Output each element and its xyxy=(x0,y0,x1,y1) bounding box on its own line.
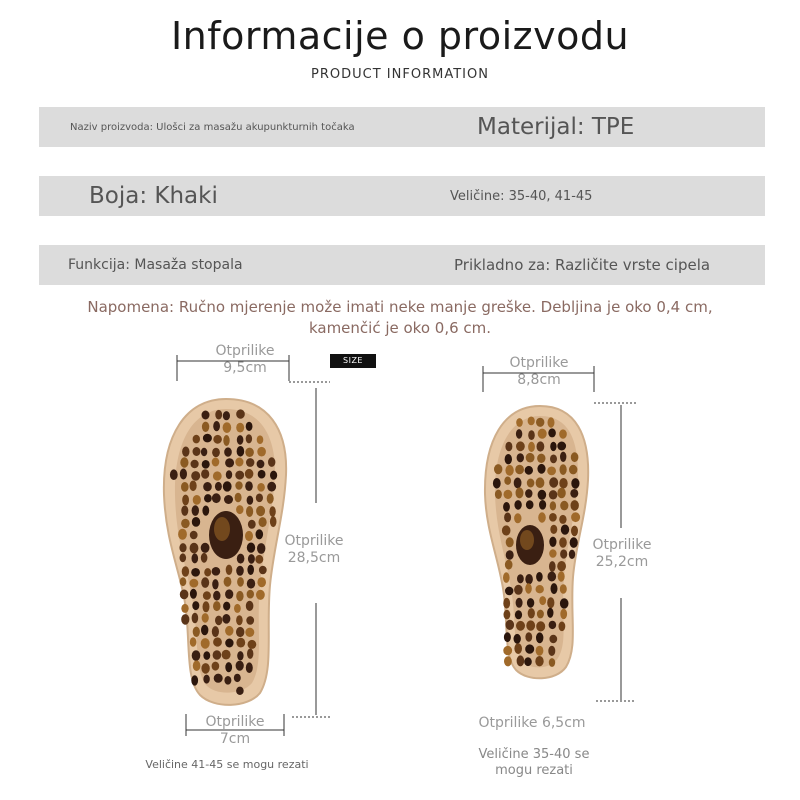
pebble xyxy=(526,453,535,463)
pebble xyxy=(236,638,245,648)
pebble xyxy=(201,663,209,674)
pebble xyxy=(525,644,534,653)
pebble xyxy=(550,442,556,451)
pebble xyxy=(181,614,189,625)
pebble xyxy=(258,470,266,479)
pebble xyxy=(571,526,578,537)
pebble xyxy=(525,574,533,584)
pebble xyxy=(537,610,544,619)
pebble xyxy=(549,513,557,522)
pebble xyxy=(193,495,201,505)
pebble xyxy=(245,531,253,541)
pebble xyxy=(506,550,514,559)
large-length-label: Otprilike 28,5cm xyxy=(284,533,344,566)
pebble xyxy=(246,616,254,625)
pebble xyxy=(548,572,557,582)
pebble xyxy=(215,410,222,420)
pebble xyxy=(515,465,524,475)
pebble xyxy=(202,613,209,623)
pebble xyxy=(237,577,244,587)
pebble xyxy=(259,517,267,527)
pebble xyxy=(571,500,579,511)
pebble xyxy=(204,568,211,576)
pebble xyxy=(245,469,254,479)
large-heel-width-label: Otprilike 7cm xyxy=(205,714,265,747)
pebble xyxy=(193,660,201,671)
pebble xyxy=(226,470,232,479)
pebble xyxy=(516,429,522,439)
pebble xyxy=(257,483,265,492)
pebble xyxy=(528,417,535,426)
pebble xyxy=(537,454,545,463)
pebble xyxy=(559,622,566,632)
pebble xyxy=(516,598,523,608)
pebble xyxy=(213,471,222,480)
pebble xyxy=(517,655,525,666)
pebble xyxy=(505,454,512,464)
pebble xyxy=(224,676,231,685)
pebble xyxy=(223,481,232,491)
pebble xyxy=(247,496,254,505)
pebble xyxy=(504,477,511,485)
pebble xyxy=(225,662,232,672)
pebble xyxy=(193,435,200,444)
pebble xyxy=(504,656,512,666)
pebble xyxy=(527,479,535,488)
pebble xyxy=(224,447,232,456)
function: Funkcija: Masaža stopala xyxy=(68,257,243,273)
pebble xyxy=(505,587,513,596)
pebble xyxy=(257,447,266,457)
pebble xyxy=(537,464,545,474)
small-length-label: Otprilike 25,2cm xyxy=(592,537,652,570)
pebble xyxy=(223,602,230,611)
pebble xyxy=(270,516,277,527)
pebble xyxy=(538,429,547,439)
pebble xyxy=(269,506,275,517)
pebble xyxy=(539,500,546,510)
pebble xyxy=(550,501,556,510)
pebble xyxy=(503,598,510,609)
pebble xyxy=(246,434,252,443)
pebble xyxy=(236,505,243,514)
pebble xyxy=(571,478,579,489)
pebble xyxy=(257,543,265,554)
page-title: Informacije o proizvodu xyxy=(170,14,630,58)
pebble xyxy=(526,500,534,509)
pebble xyxy=(180,457,188,467)
pebble xyxy=(248,554,255,564)
pebble xyxy=(514,500,521,510)
pebble xyxy=(571,512,580,522)
pebble xyxy=(257,460,265,468)
pebble xyxy=(516,621,525,631)
pebble xyxy=(549,490,558,499)
pebble xyxy=(201,469,209,479)
pebble xyxy=(223,422,232,433)
pebble xyxy=(213,435,222,444)
pebble xyxy=(192,517,200,527)
pebble xyxy=(203,651,210,660)
pebble xyxy=(245,628,254,637)
pebble xyxy=(504,490,513,499)
pebble xyxy=(170,469,178,480)
pebble xyxy=(203,482,212,491)
pebble xyxy=(203,591,211,600)
pebble xyxy=(180,577,187,586)
pebble xyxy=(536,572,543,582)
pebble xyxy=(517,453,524,462)
pebble xyxy=(190,589,197,599)
pebble xyxy=(570,537,578,548)
pebble xyxy=(571,452,579,462)
pebble xyxy=(223,411,230,420)
pebble xyxy=(191,471,200,481)
pebble xyxy=(538,512,546,522)
pebble xyxy=(201,448,207,456)
pebble xyxy=(190,481,197,492)
pebble xyxy=(214,674,223,683)
pebble xyxy=(193,627,200,637)
pebble xyxy=(558,571,565,581)
pebble xyxy=(235,481,242,490)
pebble xyxy=(234,604,241,613)
page-subtitle: PRODUCT INFORMATION xyxy=(311,67,489,82)
pebble xyxy=(505,560,513,570)
pebble xyxy=(515,610,522,619)
pebble xyxy=(225,639,233,648)
pebble xyxy=(505,442,512,451)
pebble xyxy=(201,553,208,563)
pebble xyxy=(203,601,210,612)
pebble xyxy=(213,591,220,601)
pebble xyxy=(222,614,230,624)
pebble xyxy=(182,495,189,506)
pebble xyxy=(224,495,233,504)
pebble xyxy=(527,598,534,608)
suitable-for: Prikladno za: Različite vrste cipela xyxy=(454,256,711,274)
pebble xyxy=(536,646,544,656)
pebble xyxy=(494,464,502,474)
pebble xyxy=(223,435,229,446)
pebble xyxy=(506,537,514,547)
pebble xyxy=(504,632,511,642)
pebble xyxy=(259,566,267,575)
pebble xyxy=(257,577,266,587)
pebble xyxy=(181,604,188,613)
pebble xyxy=(268,457,275,467)
note-line-1: Napomena: Ručno mjerenje može imati neke manje greške. Debljina je oko 0,4 cm, xyxy=(87,298,713,316)
pebble xyxy=(514,478,522,489)
pebble xyxy=(245,481,253,491)
pebble xyxy=(504,610,511,620)
pebble xyxy=(550,525,557,534)
pebble xyxy=(192,601,199,610)
pebble xyxy=(549,477,558,487)
pebble xyxy=(201,543,210,553)
pebble xyxy=(246,601,254,611)
pebble xyxy=(548,417,555,427)
pebble xyxy=(547,467,556,476)
pebble xyxy=(535,656,543,666)
note-line-2: kamenčić je oko 0,6 cm. xyxy=(308,319,492,337)
pebble xyxy=(236,661,244,671)
pebble xyxy=(503,572,510,583)
pebble xyxy=(202,422,209,432)
pebble xyxy=(502,525,511,535)
pebble xyxy=(180,590,189,600)
small-insole-image xyxy=(480,402,592,684)
pebble xyxy=(536,632,543,643)
pebble xyxy=(525,583,532,593)
pebble xyxy=(270,471,277,480)
pebble xyxy=(245,448,254,457)
pebble xyxy=(549,537,556,547)
pebble xyxy=(559,429,567,438)
pebble xyxy=(236,627,244,637)
pebble xyxy=(236,591,243,601)
pebble xyxy=(560,501,568,511)
pebble xyxy=(516,441,525,451)
pebble xyxy=(559,515,566,524)
pebble xyxy=(549,549,556,558)
pebble xyxy=(215,616,222,626)
pebble xyxy=(550,455,557,464)
pebble xyxy=(213,650,222,659)
pebble xyxy=(212,493,221,503)
pebble xyxy=(192,553,199,563)
material: Materijal: TPE xyxy=(477,114,635,140)
small-top-width-label: Otprilike 8,8cm xyxy=(509,355,569,388)
pebble xyxy=(503,502,510,512)
pebble xyxy=(247,543,255,553)
pebble xyxy=(536,585,544,593)
pebble xyxy=(178,529,187,540)
pebble xyxy=(570,489,578,498)
pebble xyxy=(256,590,265,600)
pebble xyxy=(215,482,222,491)
pebble xyxy=(257,435,264,444)
pebble xyxy=(536,477,545,488)
pebble xyxy=(190,637,197,647)
pebble xyxy=(180,553,187,562)
small-caption: Veličine 35-40 se mogu rezati xyxy=(478,747,590,778)
pebble xyxy=(495,490,502,499)
pebble xyxy=(537,441,545,451)
pebble xyxy=(201,577,209,588)
pebble xyxy=(493,478,501,489)
pebble xyxy=(557,561,566,571)
pebble xyxy=(235,471,244,480)
pebble xyxy=(181,482,189,492)
pebble xyxy=(182,566,189,577)
pebble xyxy=(192,505,199,516)
pebble xyxy=(192,650,201,661)
pebble xyxy=(267,482,276,492)
pebble xyxy=(528,442,535,452)
pebble xyxy=(247,590,254,599)
pebble xyxy=(549,635,557,643)
pebble xyxy=(536,621,545,631)
pebble xyxy=(236,409,245,418)
pebble xyxy=(504,513,511,523)
pebble xyxy=(548,428,556,437)
pebble xyxy=(204,494,212,502)
pebble xyxy=(179,543,186,552)
product-name: Naziv proizvoda: Ulošci za masažu akupunkturnih točaka xyxy=(70,121,355,133)
pebble xyxy=(236,615,243,625)
pebble xyxy=(193,447,201,456)
pebble xyxy=(203,675,209,684)
pebble xyxy=(560,609,567,619)
pebble xyxy=(503,646,512,655)
pebble xyxy=(560,598,569,608)
pebble xyxy=(182,447,189,457)
pebble xyxy=(212,448,220,457)
pebble xyxy=(235,493,242,503)
pebble xyxy=(536,418,544,427)
pebble xyxy=(256,506,265,516)
color: Boja: Khaki xyxy=(89,183,218,209)
pebble xyxy=(528,430,535,440)
pebble xyxy=(247,565,254,575)
pebble xyxy=(234,674,241,682)
pebble xyxy=(225,626,233,636)
pebble xyxy=(213,421,220,431)
pebble xyxy=(560,549,567,558)
large-caption: Veličine 41-45 se mogu rezati xyxy=(145,758,309,771)
pebble xyxy=(180,469,187,480)
pebble xyxy=(560,584,567,593)
pebble xyxy=(202,460,210,469)
pebble xyxy=(559,537,567,548)
pebble xyxy=(235,458,243,467)
pebble xyxy=(547,597,554,608)
pebble xyxy=(248,520,256,529)
pebble xyxy=(202,411,210,420)
pebble xyxy=(202,506,209,516)
pebble xyxy=(212,662,220,671)
pebble xyxy=(549,658,555,667)
large-insole-image xyxy=(156,395,296,710)
pebble xyxy=(256,529,264,539)
pebble xyxy=(557,488,565,499)
pebble xyxy=(547,608,553,618)
pebble xyxy=(514,585,523,595)
pebble xyxy=(525,489,532,498)
pebble xyxy=(236,687,244,695)
pebble xyxy=(236,423,244,433)
pebble xyxy=(190,579,199,588)
pebble xyxy=(516,418,523,427)
pebble xyxy=(191,568,200,577)
pebble xyxy=(528,608,535,618)
pebble xyxy=(246,458,254,467)
pebble xyxy=(557,442,566,451)
pebble xyxy=(548,646,555,656)
pebble xyxy=(212,626,219,637)
pebble xyxy=(212,458,220,467)
pebble xyxy=(267,493,274,503)
pebble xyxy=(203,434,212,443)
pebble xyxy=(538,490,547,500)
pebble xyxy=(248,640,257,649)
pebble xyxy=(222,650,231,660)
pebble xyxy=(212,567,221,576)
pebble xyxy=(560,452,566,462)
pebble xyxy=(539,596,546,605)
pebble xyxy=(192,613,199,624)
pebble xyxy=(212,579,218,589)
pebble xyxy=(514,643,522,654)
pebble xyxy=(225,589,233,599)
pebble xyxy=(247,649,253,659)
small-heel-width-label: Otprilike 6,5cm xyxy=(478,715,586,731)
pebble xyxy=(517,574,524,583)
pebble xyxy=(213,601,221,611)
pebble xyxy=(569,465,577,475)
pebble xyxy=(514,634,521,644)
pebble xyxy=(255,555,263,564)
pebble xyxy=(181,506,188,516)
pebble xyxy=(559,478,567,489)
pebble xyxy=(190,543,199,554)
pebble xyxy=(549,621,557,629)
pebble xyxy=(191,675,198,685)
pebble xyxy=(256,494,263,503)
pebble xyxy=(505,465,513,476)
pebble xyxy=(561,525,569,535)
pebble xyxy=(225,458,234,467)
pebble xyxy=(246,422,253,431)
pebble xyxy=(525,466,533,475)
pebble xyxy=(190,531,198,540)
pebble xyxy=(237,651,243,660)
pebble xyxy=(524,657,532,666)
pebble xyxy=(191,460,199,468)
size-tag: SIZE xyxy=(330,354,376,368)
pebble xyxy=(569,550,575,559)
pebble xyxy=(237,554,245,564)
pebble xyxy=(213,637,222,646)
pebble xyxy=(246,662,253,673)
pebble xyxy=(181,519,190,528)
pebble xyxy=(506,620,515,630)
pebble xyxy=(560,464,567,475)
pebble xyxy=(526,620,535,630)
pebble xyxy=(525,632,532,641)
pebble xyxy=(237,435,244,445)
pebble xyxy=(201,625,208,636)
sizes: Veličine: 35-40, 41-45 xyxy=(450,188,593,204)
pebble xyxy=(236,566,244,576)
pebble xyxy=(549,561,556,572)
pebble xyxy=(224,577,232,587)
large-top-width-label: Otprilike 9,5cm xyxy=(215,343,275,376)
pebble xyxy=(201,638,210,649)
pebble xyxy=(516,487,524,498)
pebble xyxy=(551,583,558,594)
pebble xyxy=(237,446,245,457)
pebble xyxy=(514,513,521,523)
pebble xyxy=(246,506,253,517)
pebble xyxy=(226,565,233,575)
pebble xyxy=(247,579,255,589)
